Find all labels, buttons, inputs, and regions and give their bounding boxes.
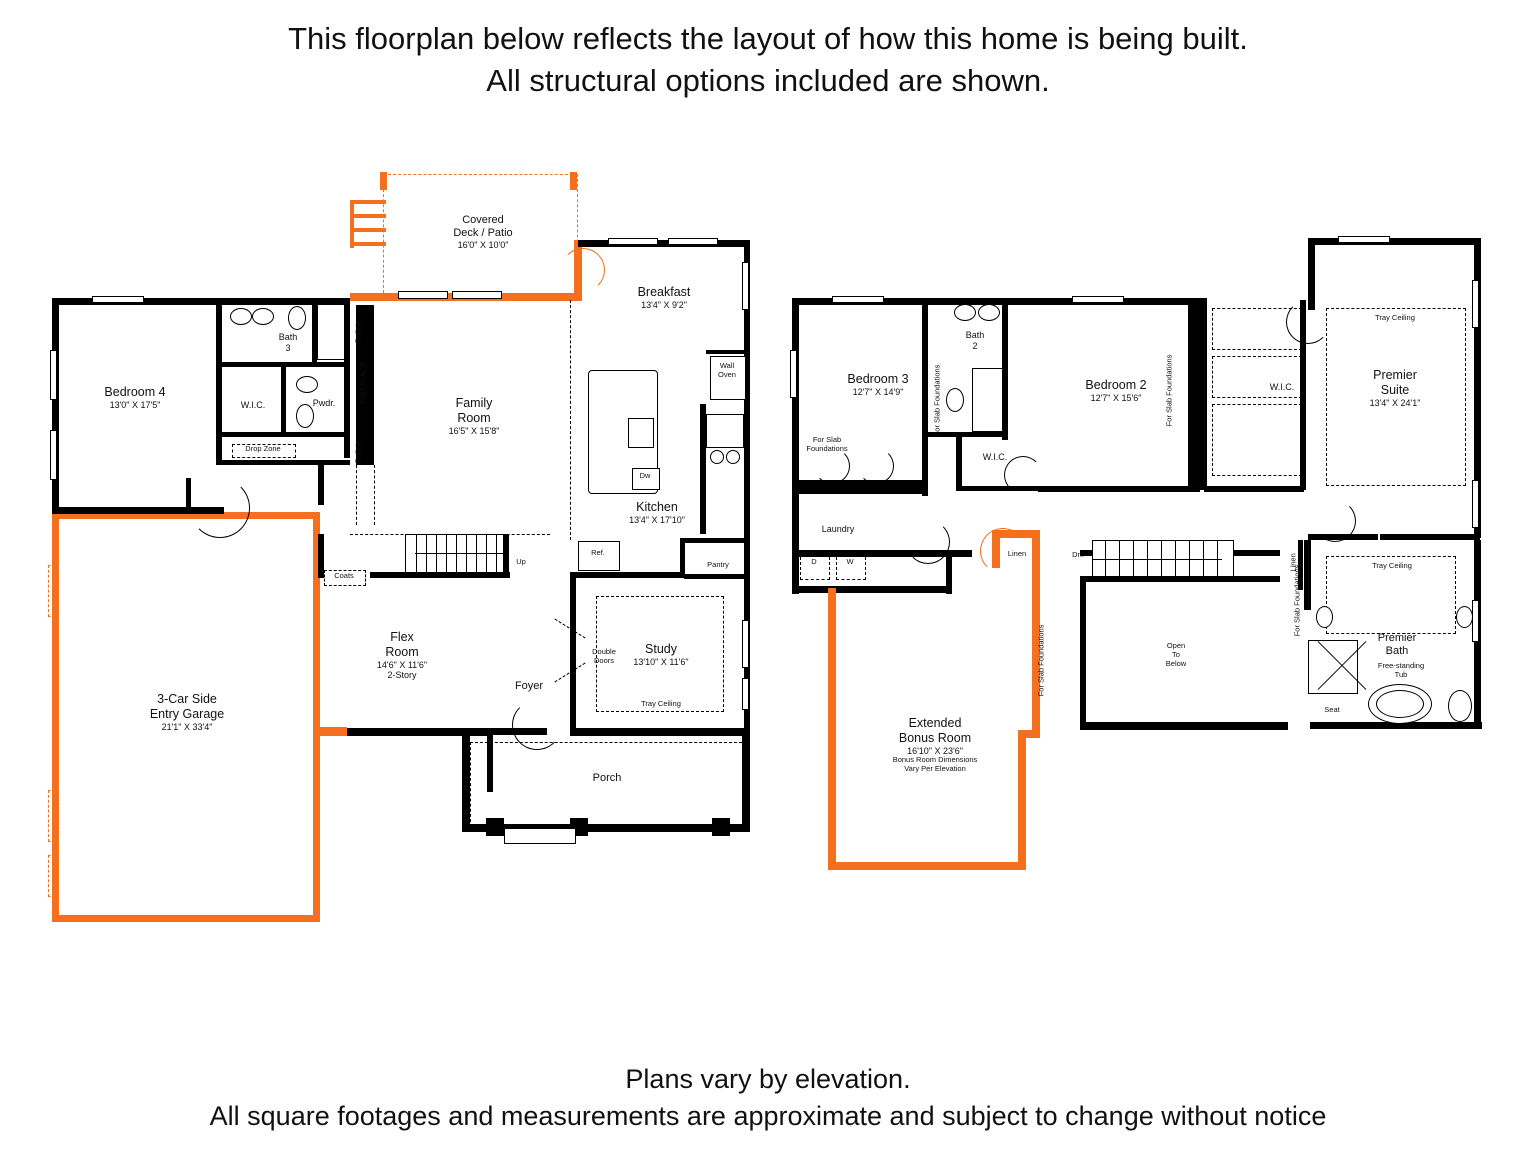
sink-icon-bath2-b — [978, 304, 1000, 321]
kitchen-label: Kitchen 13'4" X 17'10" — [629, 500, 685, 525]
washer-label: W — [846, 557, 854, 566]
range-burner-2 — [726, 450, 740, 464]
porch-edge-line-right — [742, 742, 743, 822]
pwdr-wall-bottom — [286, 432, 350, 437]
bedroom4-label: Bedroom 4 13'0" X 17'5" — [104, 385, 166, 410]
laundry-wall-bottom — [792, 586, 950, 593]
stairs-wall-bottom — [370, 572, 510, 578]
wic2-door — [1004, 456, 1042, 494]
second-floor-plan — [780, 0, 1536, 960]
garage-wall-bottom — [52, 915, 320, 922]
br3-wall-right — [922, 300, 928, 496]
slab-note-br3: For Slab Foundations — [806, 435, 848, 453]
linen-vert-label: Linen — [1288, 553, 1298, 572]
wic3-wall-bottom — [1204, 486, 1304, 492]
breakfast-window-top — [608, 238, 658, 245]
sink-icon-bath3-a — [230, 308, 252, 325]
pbath-wall-left — [1304, 540, 1311, 610]
family-room-label: Family Room 16'5" X 15'8" — [448, 396, 500, 436]
open-to-below-label: Open To Below — [1165, 641, 1187, 668]
stairs-up — [405, 534, 509, 576]
breakfast-window-top-2 — [668, 238, 718, 245]
family-kitchen-divider — [570, 300, 571, 540]
wall-oven-label: Wall Oven — [718, 361, 736, 379]
bedroom4-window-top — [92, 296, 144, 303]
stairs-top-line — [350, 534, 550, 535]
wic1-wall-bottom — [216, 432, 286, 437]
bonus-room-label: Extended Bonus Room 16'10" X 23'6" Bonus Room Dimensions Vary Per Elevation — [892, 716, 978, 773]
pantry-wall-top — [680, 538, 746, 543]
sink-icon-pbath-a — [1316, 606, 1333, 628]
dishwasher-label: Dw — [639, 471, 651, 480]
double-doors-label: Double Doors — [592, 647, 616, 665]
premier-suite-label: Premier Suite 13'4" X 24'1" — [1369, 368, 1421, 408]
sink-icon-bath3-b — [252, 308, 274, 325]
porch-column-1 — [486, 818, 504, 836]
kitchen-counter-right — [706, 350, 744, 354]
first-floor-plan — [0, 0, 780, 960]
deck-step-d — [350, 242, 386, 246]
coats-label: Coats — [334, 571, 354, 580]
breakfast-window-right — [742, 262, 749, 310]
laundry-hall-wall — [946, 556, 952, 594]
sink-icon-pwdr — [296, 376, 318, 393]
freestanding-tub-label: Free-standing Tub — [1377, 661, 1425, 679]
br3-closet-wall — [794, 480, 922, 494]
deck-door-swing — [561, 248, 605, 292]
bath3-tub — [317, 304, 345, 360]
suite-wall-bottom — [1308, 534, 1378, 540]
stairs-up-label: Up — [516, 557, 526, 566]
wic2-wall-left — [956, 437, 962, 491]
bedroom4-door-swing — [190, 478, 250, 538]
freestanding-tub-inner — [1376, 690, 1424, 718]
stairs-wall-right — [503, 534, 509, 578]
bath2-label: Bath 2 — [965, 330, 985, 351]
study-tray-label: Tray Ceiling — [641, 699, 681, 708]
br2-window-top — [1072, 296, 1124, 303]
fireplace-label: FIREPLACE — [358, 361, 368, 404]
garage-window-left-3 — [48, 855, 55, 897]
deck-label: Covered Deck / Patio 16'0" X 10'0" — [453, 214, 513, 250]
pantry-wall-bottom — [684, 574, 746, 579]
laundry-door-swing — [906, 520, 950, 564]
wic3-wall-left — [1200, 298, 1207, 490]
bath2-wall-top — [926, 298, 1038, 305]
porch-wall-left — [462, 736, 470, 832]
pbath-tray-label: Tray Ceiling — [1372, 561, 1412, 570]
porch-edge-line — [470, 742, 742, 743]
foyer-label: Foyer — [514, 680, 544, 692]
header-line-2: All structural options included are shown. — [486, 62, 1050, 98]
bath3-label: Bath 3 — [278, 332, 298, 353]
pwdr-label: Pwdr. — [312, 398, 336, 408]
family-opening-right — [374, 465, 375, 525]
drop-zone-label: Drop Zone — [245, 444, 281, 453]
slab-note-vert-1: For Slab Foundations — [932, 364, 942, 437]
study-window-right — [742, 620, 749, 668]
toilet-icon-pbath — [1448, 690, 1472, 722]
linen-label: Linen — [1007, 549, 1027, 558]
premier-bath-label: Premier Bath — [1377, 632, 1417, 657]
dryer-label: D — [811, 557, 817, 566]
garage-window-left-2 — [48, 790, 55, 842]
suite-tray-label: Tray Ceiling — [1375, 313, 1415, 322]
wic1-label: W.I.C. — [240, 400, 266, 410]
pantry-wall-left — [680, 540, 685, 578]
toilet-icon-bath3 — [288, 306, 306, 330]
family-opening-left — [356, 465, 357, 525]
bedroom2-label: Bedroom 2 12'7" X 15'6" — [1085, 378, 1147, 403]
sink-icon-bath2-a — [954, 304, 976, 321]
bonus-wall-left — [828, 588, 836, 870]
hall-wall-bottom — [1080, 576, 1280, 582]
wic3-shelf-c — [1212, 404, 1302, 476]
bonus-wall-right-lower — [1018, 730, 1026, 870]
sink-icon-pbath-b — [1456, 606, 1473, 628]
deck-step-b — [350, 214, 386, 218]
wic2-label: W.I.C. — [982, 452, 1008, 462]
open-below-wall-bottom — [1080, 722, 1288, 730]
kitchen-cooktop — [628, 418, 654, 448]
study-wall-left — [570, 578, 576, 728]
bonus-wall-bottom — [828, 862, 1026, 870]
garage-label: 3-Car Side Entry Garage 21'1" X 33'4" — [149, 692, 225, 732]
study-label: Study 13'10" X 11'6" — [633, 642, 689, 667]
mudroom-wall-left — [216, 437, 222, 462]
br3-wall-left — [792, 298, 799, 556]
stairs-down-label: Dn. — [1072, 550, 1084, 559]
br3-window-left — [790, 350, 797, 398]
kitchen-wall-bottom — [570, 572, 682, 578]
deck-step-left — [350, 200, 354, 248]
footer-line-2: All square footages and measurements are approximate and subject to change without notice — [209, 1100, 1327, 1131]
wic3-label: W.I.C. — [1269, 382, 1295, 392]
rear-window-2 — [452, 291, 502, 299]
header-line-1: This floorplan below reflects the layout of how this home is being built. — [288, 21, 1248, 56]
pantry-label: Pantry — [707, 560, 729, 569]
br3-window-top — [832, 296, 884, 303]
bedroom4-door-jamb — [186, 478, 191, 514]
bath2-wall-right — [1002, 300, 1008, 440]
bath2-tub — [972, 368, 1004, 432]
porch-steps — [504, 828, 576, 844]
suite-window-top — [1338, 236, 1390, 243]
builtin-top-label: Built-in — [353, 319, 363, 343]
dropzone-wall — [216, 460, 350, 465]
bedroom3-label: Bedroom 3 12'7" X 14'9" — [847, 372, 909, 397]
slab-note-vert-2: For Slab Foundations — [1164, 354, 1174, 427]
page-footer — [0, 1061, 1536, 1134]
bath3-wall-left — [216, 298, 222, 362]
suite-window-right-2 — [1472, 480, 1479, 528]
porch-label: Porch — [592, 772, 622, 784]
shower-stall — [1308, 640, 1358, 694]
laundry-label: Laundry — [821, 524, 855, 534]
slab-note-vert-3: For Slab Foundations — [1292, 564, 1302, 637]
flex-room-label: Flex Room 14'6" X 11'6" 2-Story — [376, 630, 428, 681]
shower-seat-label: Seat — [1324, 705, 1340, 714]
range-icon — [706, 414, 744, 448]
br2-wall-right — [1188, 298, 1200, 488]
suite-wall-top — [1308, 238, 1480, 245]
suite-wall-bottom-2 — [1380, 534, 1480, 540]
refrigerator-label: Ref. — [591, 548, 605, 557]
porch-wall-right — [742, 736, 750, 832]
study-window-right-2 — [742, 678, 749, 710]
hall-wall-left-2 — [318, 465, 324, 505]
garage-window-left-1 — [48, 565, 55, 617]
deck-step-c — [350, 228, 386, 232]
br3-door-a — [814, 448, 850, 484]
porch-edge-line-left — [470, 742, 471, 822]
range-burner-1 — [710, 450, 724, 464]
bedroom4-wall-left — [52, 298, 59, 514]
builtin-bottom-label: Built-in — [353, 439, 363, 463]
pbath-window — [1472, 600, 1479, 642]
deck-post-left — [380, 172, 387, 190]
porch-column-3 — [712, 818, 730, 836]
deck-post-right — [570, 172, 577, 190]
bedroom4-window-left-1 — [50, 350, 57, 400]
stairs-down-arrow — [1092, 559, 1222, 560]
stairs-arrow-line — [415, 553, 507, 554]
flex-garage-connector — [313, 727, 347, 736]
toilet-icon-bath2 — [946, 388, 964, 412]
breakfast-label: Breakfast 13'4" X 9'2" — [637, 285, 691, 310]
open-below-wall-left — [1080, 576, 1086, 730]
suite-window-right — [1472, 280, 1479, 328]
bedroom4-window-left-2 — [50, 430, 57, 480]
bonus-door-swing — [980, 528, 1026, 574]
deck-step-a — [350, 200, 386, 204]
foyer-wall-left — [487, 728, 493, 792]
footer-line-1: Plans vary by elevation. — [625, 1064, 911, 1095]
suite-door-swing — [1286, 300, 1330, 344]
br2-wall-bottom — [1038, 486, 1200, 492]
rear-window-1 — [398, 291, 448, 299]
slab-note-vert-4: For Slab Foundations — [1036, 624, 1046, 697]
br3-door-b — [858, 448, 894, 484]
breakfast-wall-top — [578, 240, 750, 247]
study-wall-bottom — [570, 728, 750, 736]
